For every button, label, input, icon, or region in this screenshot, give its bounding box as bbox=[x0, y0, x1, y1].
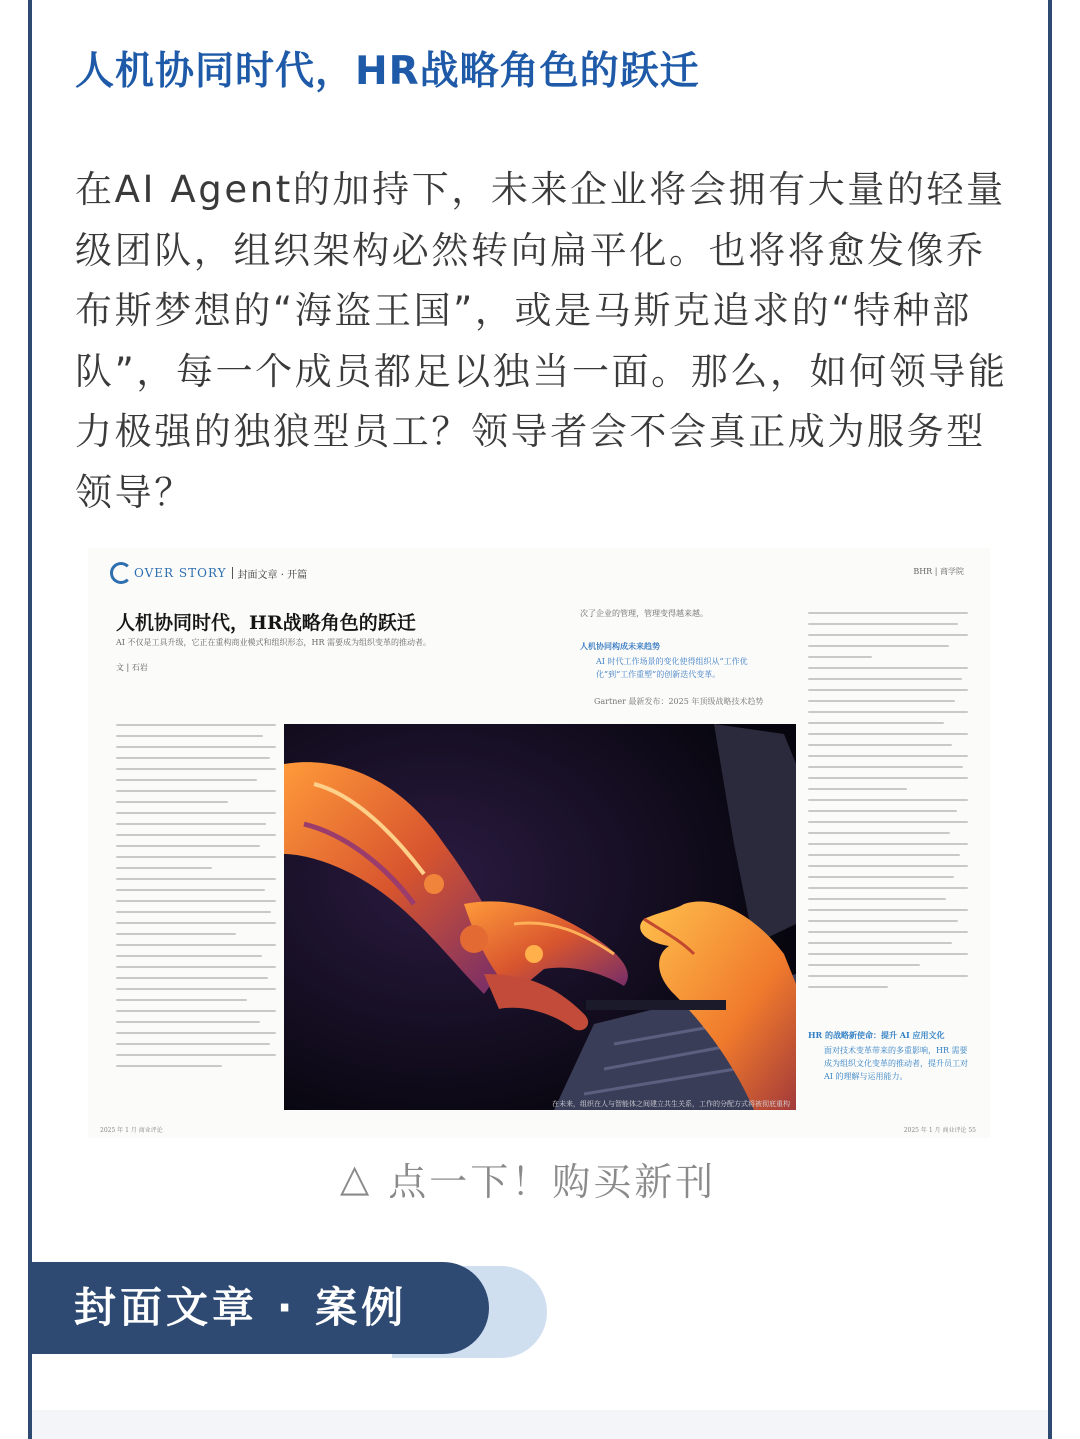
magazine-right-header: BHR | 商学院 bbox=[913, 567, 964, 576]
triangle-icon: △ bbox=[340, 1156, 373, 1200]
next-content-card bbox=[32, 1410, 1048, 1439]
banner-pill bbox=[32, 1262, 489, 1354]
magazine-callout-body: AI 时代工作场景的变化使得组织从“工作优化”到“工作重塑”的创新迭代变革。 bbox=[596, 657, 748, 679]
magazine-callout-heading: 人机协同构成未来趋势 bbox=[580, 641, 660, 651]
article-paragraph: 在AI Agent的加持下，未来企业将会拥有大量的轻量级团队，组织架构必然转向扁平化。也将将愈发像乔布斯梦想的“海盗王国”，或是马斯克追求的“特种部队”，每一个成员都足以独当一面。那么，如何领导能力极强的独狼型员工？领导者会不会真正成为服务型领导？ bbox=[75, 168, 1008, 514]
magazine-footer-left: 2025 年 1 月 商业评论 bbox=[100, 1127, 163, 1134]
banner-label: 封面文章 · 案例 bbox=[74, 1283, 408, 1332]
magazine-spread-image bbox=[88, 548, 990, 1138]
magazine-brand: OVER STORY bbox=[134, 566, 227, 580]
cover-story-logo-icon bbox=[110, 562, 132, 584]
section-heading: 人机协同时代，HR战略角色的跃迁 bbox=[75, 49, 700, 94]
magazine-side-heading: HR 的战略新使命：提升 AI 应用文化 bbox=[808, 1030, 945, 1040]
header-divider bbox=[232, 567, 233, 579]
frame-left-border bbox=[28, 0, 32, 1439]
section-banner bbox=[32, 1262, 522, 1358]
magazine-footer-right: 2025 年 1 月 商业评论 55 bbox=[903, 1127, 976, 1134]
magazine-text-column-left bbox=[116, 724, 276, 1114]
robot-human-hand-photo bbox=[284, 724, 796, 1110]
magazine-header bbox=[110, 562, 307, 588]
magazine-side-body: 面对技术变革带来的多重影响，HR 需要成为组织文化变革的推动者，提升员工对 AI 的理解与运用能力。 bbox=[824, 1046, 968, 1081]
magazine-intro-line: 次了企业的管理，管理变得越来越。 bbox=[580, 609, 708, 618]
magazine-text-column-right bbox=[808, 612, 968, 1022]
buy-new-issue-label: 点一下！购买新刊 bbox=[388, 1159, 717, 1204]
frame-right-border bbox=[1048, 0, 1052, 1439]
buy-new-issue-link[interactable] bbox=[340, 1152, 716, 1204]
magazine-lead: AI 不仅是工具升级，它正在重构商业模式和组织形态，HR 需要成为组织变革的推动者。 bbox=[116, 638, 432, 647]
photo-caption: 在未来，组织在人与智能体之间建立共生关系，工作的分配方式将被彻底重构 bbox=[552, 1100, 790, 1108]
magazine-article-title: 人机协同时代，HR战略角色的跃迁 bbox=[116, 612, 416, 634]
magazine-section-label: 封面文章 · 开篇 bbox=[237, 569, 308, 581]
magazine-author: 文 | 石岩 bbox=[116, 663, 148, 672]
robot-hand-illustration bbox=[284, 724, 796, 1110]
magazine-quote: Gartner 最新发布：2025 年顶级战略技术趋势 bbox=[594, 697, 764, 706]
